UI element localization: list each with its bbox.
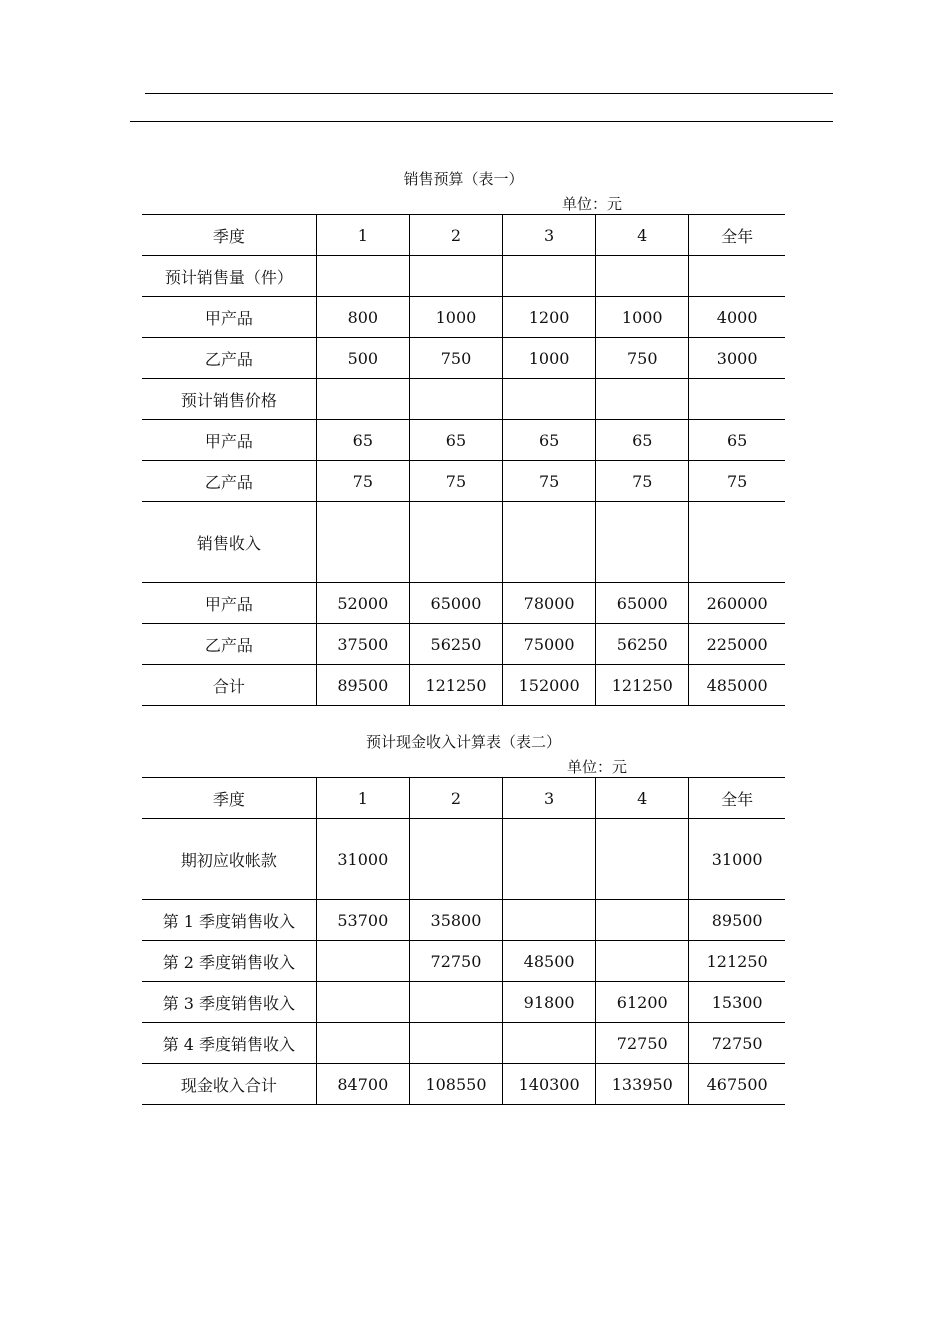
table-row (142, 583, 785, 624)
table2-title: 预计现金收入计算表（表二） (365, 733, 561, 751)
row-label: 第 2 季度销售收入 (142, 941, 316, 982)
value-cell (503, 1023, 596, 1064)
table-row (142, 297, 785, 338)
value-cell: 75000 (503, 624, 596, 665)
value-cell (596, 941, 689, 982)
value-cell: 52000 (316, 583, 409, 624)
value-cell: 467500 (689, 1064, 785, 1105)
value-cell: 75 (316, 461, 409, 502)
value-cell: 89500 (316, 665, 409, 706)
table-row (142, 982, 785, 1023)
value-cell: 48500 (503, 941, 596, 982)
header-cell-label: 季度 (142, 778, 316, 819)
value-cell (316, 379, 409, 420)
value-cell: 75 (503, 461, 596, 502)
table-row (142, 256, 785, 297)
value-cell (503, 256, 596, 297)
sales-budget-table (142, 214, 785, 706)
value-cell (409, 819, 502, 900)
value-cell (689, 256, 785, 297)
value-cell: 65 (316, 420, 409, 461)
table-row (142, 900, 785, 941)
value-cell: 72750 (689, 1023, 785, 1064)
value-cell: 65 (409, 420, 502, 461)
row-label: 甲产品 (142, 420, 316, 461)
header-cell: 全年 (689, 215, 785, 256)
value-cell: 75 (596, 461, 689, 502)
value-cell: 15300 (689, 982, 785, 1023)
table1-unit: 单位：元 (562, 195, 623, 213)
header-cell: 4 (596, 778, 689, 819)
cash-receipts-table (142, 777, 785, 1105)
value-cell (689, 502, 785, 583)
value-cell: 72750 (596, 1023, 689, 1064)
value-cell (316, 941, 409, 982)
value-cell: 485000 (689, 665, 785, 706)
value-cell (316, 1023, 409, 1064)
value-cell (503, 819, 596, 900)
value-cell: 65000 (596, 583, 689, 624)
value-cell (409, 379, 502, 420)
value-cell (316, 256, 409, 297)
header-cell-label: 季度 (142, 215, 316, 256)
value-cell (596, 900, 689, 941)
row-label: 甲产品 (142, 297, 316, 338)
value-cell: 65 (596, 420, 689, 461)
table2-unit: 单位：元 (567, 758, 628, 776)
value-cell: 260000 (689, 583, 785, 624)
table-header-row (142, 778, 785, 819)
value-cell: 500 (316, 338, 409, 379)
value-cell (409, 1023, 502, 1064)
value-cell: 56250 (596, 624, 689, 665)
row-label: 乙产品 (142, 338, 316, 379)
row-label: 合计 (142, 665, 316, 706)
value-cell: 31000 (689, 819, 785, 900)
row-label: 第 1 季度销售收入 (142, 900, 316, 941)
value-cell: 56250 (409, 624, 502, 665)
value-cell: 61200 (596, 982, 689, 1023)
value-cell: 133950 (596, 1064, 689, 1105)
value-cell: 84700 (316, 1064, 409, 1105)
header-cell: 4 (596, 215, 689, 256)
value-cell: 72750 (409, 941, 502, 982)
row-label: 销售收入 (142, 502, 316, 583)
value-cell (409, 982, 502, 1023)
value-cell: 1000 (503, 338, 596, 379)
table-header-row (142, 215, 785, 256)
value-cell: 121250 (689, 941, 785, 982)
value-cell (409, 502, 502, 583)
row-label: 预计销售量（件） (142, 256, 316, 297)
row-label: 第 4 季度销售收入 (142, 1023, 316, 1064)
table-row (142, 941, 785, 982)
value-cell (316, 502, 409, 583)
value-cell: 750 (409, 338, 502, 379)
value-cell: 65 (503, 420, 596, 461)
value-cell (596, 256, 689, 297)
row-label: 预计销售价格 (142, 379, 316, 420)
value-cell: 152000 (503, 665, 596, 706)
value-cell (596, 502, 689, 583)
header-cell: 2 (409, 778, 502, 819)
table-row (142, 379, 785, 420)
value-cell (596, 819, 689, 900)
value-cell (503, 900, 596, 941)
row-label: 第 3 季度销售收入 (142, 982, 316, 1023)
value-cell: 1000 (409, 297, 502, 338)
header-cell: 1 (316, 215, 409, 256)
value-cell (596, 379, 689, 420)
table-row (142, 1064, 785, 1105)
value-cell: 750 (596, 338, 689, 379)
table-row (142, 1023, 785, 1064)
value-cell: 89500 (689, 900, 785, 941)
value-cell (503, 502, 596, 583)
value-cell: 31000 (316, 819, 409, 900)
table-row (142, 461, 785, 502)
table1-title: 销售预算（表一） (403, 170, 524, 188)
value-cell: 800 (316, 297, 409, 338)
row-label: 乙产品 (142, 461, 316, 502)
header-cell: 全年 (689, 778, 785, 819)
table-row (142, 502, 785, 583)
table-row (142, 338, 785, 379)
value-cell: 91800 (503, 982, 596, 1023)
row-label: 甲产品 (142, 583, 316, 624)
value-cell: 121250 (596, 665, 689, 706)
value-cell: 1000 (596, 297, 689, 338)
value-cell: 225000 (689, 624, 785, 665)
value-cell: 65 (689, 420, 785, 461)
value-cell: 75 (409, 461, 502, 502)
value-cell: 1200 (503, 297, 596, 338)
value-cell: 4000 (689, 297, 785, 338)
table-row (142, 624, 785, 665)
value-cell (409, 256, 502, 297)
header-cell: 1 (316, 778, 409, 819)
value-cell: 140300 (503, 1064, 596, 1105)
row-label: 乙产品 (142, 624, 316, 665)
value-cell: 75 (689, 461, 785, 502)
value-cell (689, 379, 785, 420)
value-cell: 78000 (503, 583, 596, 624)
value-cell: 65000 (409, 583, 502, 624)
header-rule-top (145, 93, 833, 94)
value-cell (316, 982, 409, 1023)
header-cell: 3 (503, 778, 596, 819)
header-cell: 3 (503, 215, 596, 256)
header-cell: 2 (409, 215, 502, 256)
header-rule-bottom (130, 121, 833, 122)
value-cell: 37500 (316, 624, 409, 665)
row-label: 现金收入合计 (142, 1064, 316, 1105)
value-cell (503, 379, 596, 420)
value-cell: 53700 (316, 900, 409, 941)
value-cell: 3000 (689, 338, 785, 379)
value-cell: 35800 (409, 900, 502, 941)
table-row (142, 420, 785, 461)
table-row (142, 665, 785, 706)
value-cell: 108550 (409, 1064, 502, 1105)
table-row (142, 819, 785, 900)
row-label: 期初应收帐款 (142, 819, 316, 900)
value-cell: 121250 (409, 665, 502, 706)
